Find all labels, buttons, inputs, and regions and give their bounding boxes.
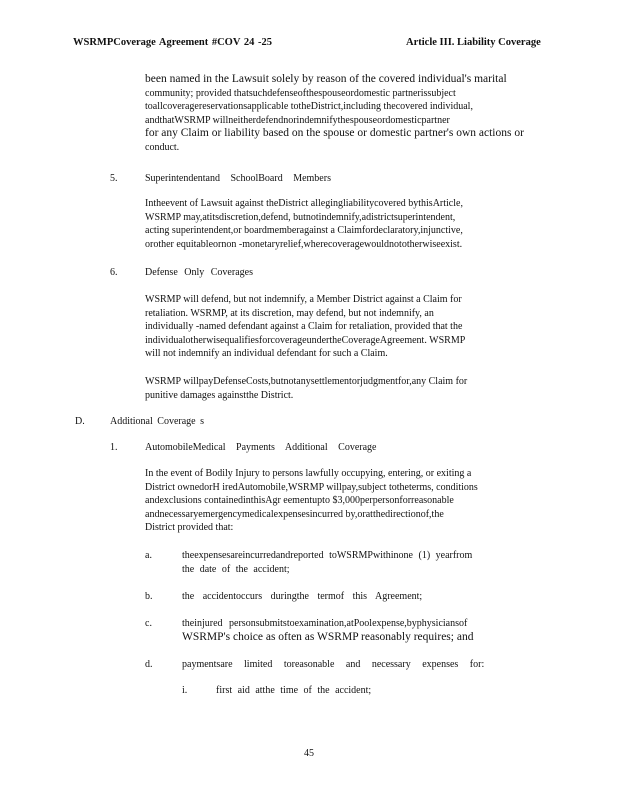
header-agreement-title: WSRMPCoverage Agreement #COV 24 -25: [73, 37, 272, 48]
text-line: the date of the accident;: [182, 563, 290, 575]
item-6-number: 6.: [110, 267, 118, 278]
subitem-b-label: b.: [145, 591, 153, 602]
text-line: toallcoveragereservationsapplicable totheDistrict,including thecovered individual,: [145, 101, 473, 112]
section-d-letter: D.: [75, 416, 85, 427]
text-line: WSRMP will defend, but not indemnify, a Member District against a Claim for: [145, 294, 462, 305]
subitem-c-label: c.: [145, 618, 152, 629]
subitem-d-label: d.: [145, 659, 153, 670]
subitem-b-text: [182, 590, 522, 604]
text-line: andnecessaryemergencymedicalexpensesincurred by,oratthedirectionof,the: [145, 508, 444, 520]
text-line: WSRMP willpayDefenseCosts,butnotanysettlementorjudgmentfor,any Claim for: [145, 376, 468, 387]
text-line: WSRMP may,atitsdiscretion,defend, butnotindemnify,adistrictsuperintendent,: [145, 211, 456, 223]
text-line: individually -named defendant against a Claim for retaliation, provided that the: [145, 321, 463, 332]
text-line: conduct.: [145, 141, 180, 153]
item-6-title: Defense Only Coverages: [145, 267, 253, 278]
continuation-paragraph: [145, 73, 544, 154]
text-line: retaliation. WSRMP, at its discretion, may defend, but not indemnify, an: [145, 307, 434, 319]
page-number: 45: [304, 748, 314, 759]
text-line: andthatWSRMP willneitherdefendnorindemnifythespouseordomesticpartner: [145, 114, 450, 126]
item-d1-paragraph: [145, 467, 544, 535]
text-line: acting superintendent,or boardmemberagainst a Claimfordeclaratory,injunctive,: [145, 225, 463, 236]
item-5-title: Superintendentand SchoolBoard Members: [145, 173, 331, 184]
subitem-c-text: [182, 617, 522, 644]
text-line: theinjured personsubmitstoexamination,atPoolexpense,byphysiciansof: [182, 618, 468, 629]
text-line: WSRMP's choice as often as WSRMP reasonably requires; and: [182, 630, 474, 643]
text-line: individualotherwisequalifiesforcoverageundertheCoverageAgreement. WSRMP: [145, 334, 466, 346]
item-6-paragraph-1: [145, 293, 519, 361]
text-line: orother equitableornon -monetaryrelief,wherecoveragewouldnototherwiseexist.: [145, 238, 463, 250]
subitem-d-text: [182, 658, 522, 672]
text-line: District provided that:: [145, 522, 234, 533]
text-line: theexpensesareincurredandreported toWSRMPwithinone (1) yearfrom: [182, 550, 473, 561]
text-line: for any Claim or liability based on the spouse or domestic partner's own actions or: [145, 127, 524, 139]
text-line: Intheevent of Lawsuit against theDistrict allegingliabilitycovered bythisArticle,: [145, 198, 463, 209]
text-line: In the event of Bodily Injury to persons lawfully occupying, entering, or exiting a: [145, 468, 472, 479]
item-d1-number: 1.: [110, 442, 118, 453]
text-line: been named in the Lawsuit solely by reason of the covered individual's marital: [145, 73, 507, 85]
text-line: andexclusions containedinthisAgr eementupto $3,000perpersonforreasonable: [145, 495, 454, 506]
text-line: will not indemnify an individual defendant for such a Claim.: [145, 348, 388, 359]
text-line: paymentsare limited toreasonable and necessary expenses for:: [182, 659, 485, 670]
item-6-paragraph-2: [145, 375, 544, 402]
roman-i-text: first aid atthe time of the accident;: [216, 685, 372, 696]
text-line: District ownedorH iredAutomobile,WSRMP willpay,subject totheterms, conditions: [145, 481, 478, 493]
item-d1-title: AutomobileMedical Payments Additional Coverage: [145, 442, 377, 453]
section-d-title: Additional Coverage s: [110, 416, 204, 427]
text-line: community; provided thatsuchdefenseofthespouseordomestic partnerissubject: [145, 87, 456, 99]
text-line: punitive damages againstthe District.: [145, 389, 294, 401]
roman-i-label: i.: [182, 685, 188, 696]
item-5-number: 5.: [110, 173, 118, 184]
subitem-a-label: a.: [145, 550, 152, 561]
header-article-title: Article III. Liability Coverage: [406, 37, 541, 48]
text-line: the accidentoccurs duringthe termof this Agreement;: [182, 591, 423, 602]
subitem-a-text: [182, 549, 522, 576]
item-5-paragraph: [145, 197, 544, 251]
